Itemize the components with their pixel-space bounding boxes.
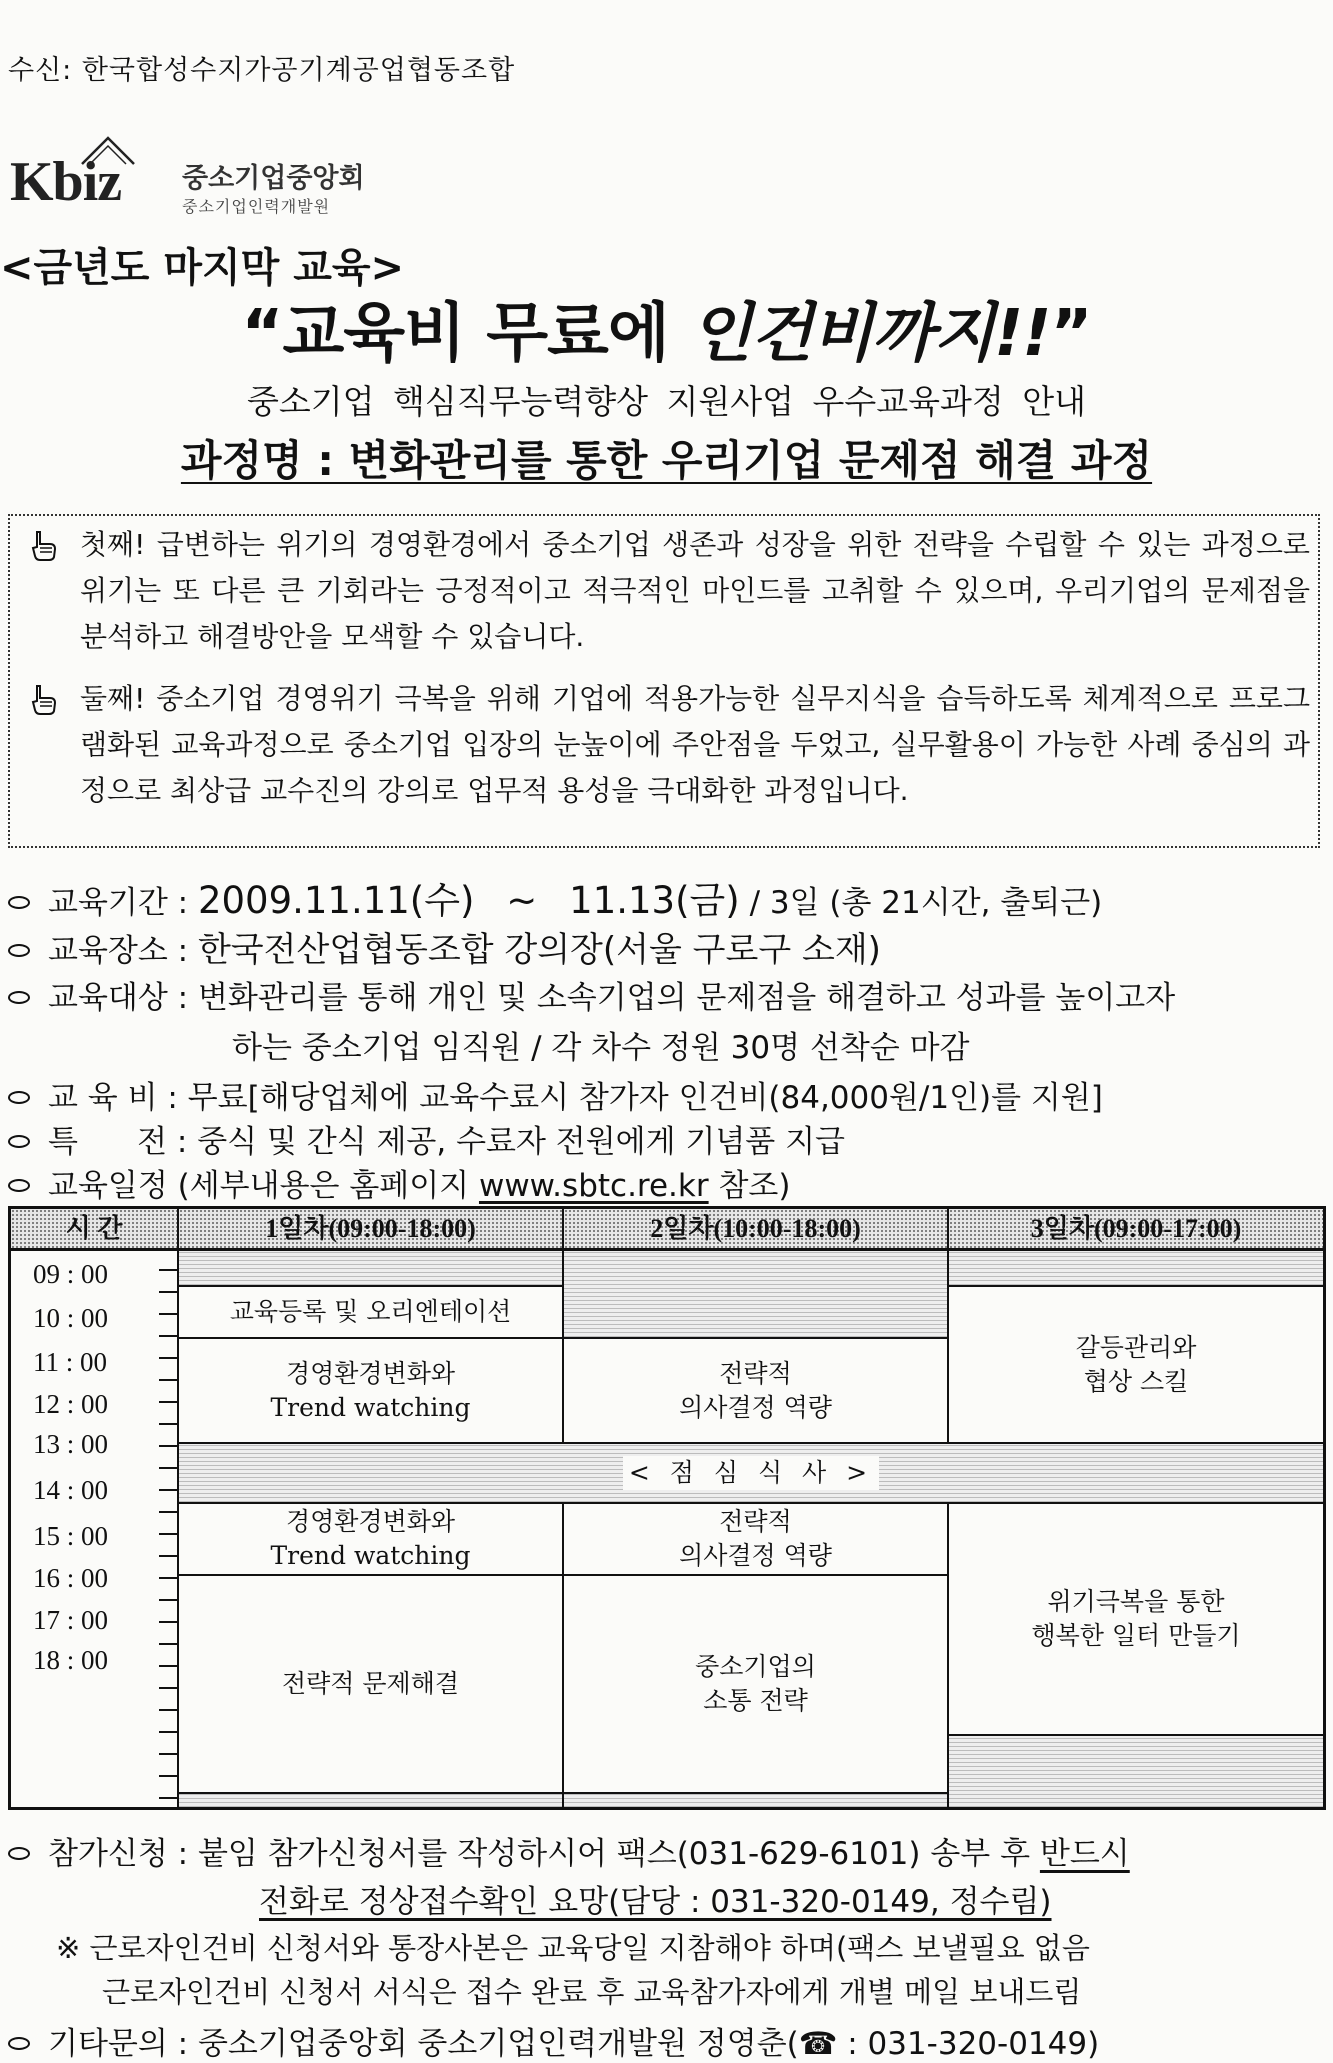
- time-tick: [159, 1291, 177, 1293]
- apply-text: 붙임 참가신청서를 작성하시어 팩스(031-629-6101) 송부 후: [197, 1836, 1031, 1872]
- apply-emphasis: 반드시: [1039, 1836, 1130, 1872]
- time-tick: [159, 1379, 177, 1381]
- session-text: 중소기업의 소통 전략: [695, 1652, 816, 1715]
- empty-slot: [949, 1736, 1323, 1807]
- info-schedule: [8, 1160, 790, 1205]
- session-text: 경영환경변화와 Trend watching: [270, 1358, 471, 1422]
- time-tick: [159, 1599, 177, 1601]
- time-label: 15 : 00: [33, 1521, 109, 1551]
- time-label: 11 : 00: [33, 1347, 107, 1377]
- empty-slot: [179, 1794, 564, 1807]
- target-line1: 변화관리를 통해 개인 및 소속기업의 문제점을 해결하고 성과를 높이고자: [197, 980, 1176, 1016]
- course-title: [0, 428, 1333, 488]
- session-text: 전략적 의사결정 역량: [679, 1358, 832, 1422]
- contact-text: 중소기업중앙회 중소기업인력개발원 정영춘(☎ : 031-320-0149): [197, 2026, 1100, 2062]
- logo-sub-name: 중소기업인력개발원: [182, 197, 331, 216]
- feature-text: 첫째! 급변하는 위기의 경영환경에서 중소기업 생존과 성장을 위한 전략을 수립할 수 있는 과정으로 위기는 또 다른 큰 기회라는 긍정적이고 적극적인 마인드를 고취할 수 있으며, 우리기업의 문제점을 분석하고 해결방안을 모색할 수 있습니다.: [80, 528, 1310, 653]
- lunch-text: < 점 심 식 사 >: [623, 1456, 879, 1490]
- logo-org-name: 중소기업중앙회: [182, 163, 365, 194]
- apply-label: 참가신청 :: [48, 1836, 189, 1872]
- session-text: 경영환경변화와 Trend watching: [270, 1507, 471, 1570]
- time-tick: [159, 1335, 177, 1337]
- period-note: / 3일 (총 21시간, 출퇴근): [749, 885, 1103, 921]
- slogan-part3: ”: [1050, 297, 1092, 371]
- circle-bullet-icon: [8, 991, 30, 1004]
- info-target: [8, 972, 1175, 1017]
- time-tick: [159, 1533, 177, 1535]
- note-mark: ※: [56, 1931, 81, 1965]
- benefit-text: 중식 및 간식 제공, 수료자 전원에게 기념품 지급: [197, 1124, 845, 1160]
- info-venue: [8, 922, 881, 971]
- session-cell: [564, 1504, 949, 1576]
- time-tick: [159, 1313, 177, 1315]
- target-label: 교육대상 :: [48, 980, 189, 1016]
- header-day2: 2일차(10:00-18:00): [564, 1209, 949, 1251]
- session-text: 위기극복을 통한 행복한 일터 만들기: [1031, 1587, 1241, 1650]
- schedule-url-link[interactable]: www.sbtc.re.kr: [478, 1168, 709, 1204]
- session-cell: [179, 1287, 564, 1339]
- pointing-hand-icon: [28, 530, 58, 562]
- period-label: 교육기간 :: [48, 885, 189, 921]
- session-cell: [179, 1576, 564, 1794]
- time-label: 09 : 00: [33, 1259, 109, 1289]
- session-cell: [949, 1504, 1323, 1736]
- venue-label: 교육장소 :: [48, 933, 189, 969]
- feature-item: [28, 522, 1310, 660]
- pointing-hand-icon: [28, 684, 58, 716]
- course-title-text: 과정명 : 변화관리를 통한 우리기업 문제점 해결 과정: [180, 436, 1153, 485]
- slogan-part1: “교육비 무료에: [241, 297, 690, 371]
- session-cell: [564, 1339, 949, 1444]
- time-label: 18 : 00: [33, 1645, 109, 1675]
- time-tick: [159, 1467, 177, 1469]
- time-tick: [159, 1643, 177, 1645]
- recipient-line: 수신: 한국합성수지가공기계공업협동조합: [8, 55, 516, 86]
- benefit-label: 특 전 :: [48, 1124, 188, 1160]
- time-label: 16 : 00: [33, 1563, 109, 1593]
- time-tick: [159, 1511, 177, 1513]
- time-tick: [159, 1401, 177, 1403]
- circle-bullet-icon: [8, 944, 30, 957]
- feature-item: [28, 676, 1310, 814]
- empty-slot: [564, 1251, 949, 1339]
- time-tick: [159, 1555, 177, 1557]
- lunch-cell: [179, 1444, 1323, 1504]
- contact-label: 기타문의 :: [48, 2026, 189, 2062]
- circle-bullet-icon: [8, 1179, 30, 1192]
- empty-slot: [564, 1794, 949, 1807]
- apply-line: [8, 1828, 1130, 1873]
- slogan: [0, 282, 1333, 374]
- time-label: 13 : 00: [33, 1429, 109, 1459]
- session-cell: [179, 1504, 564, 1576]
- contact-line: [8, 2018, 1099, 2063]
- time-label: 12 : 00: [33, 1389, 109, 1419]
- period-sep: ~: [506, 879, 538, 922]
- session-text: 갈등관리와 협상 스킬: [1075, 1332, 1197, 1396]
- slogan-emphasis: 인건비까지!!: [690, 297, 1051, 371]
- headline: <금년도 마지막 교육>: [0, 245, 405, 291]
- time-tick: [159, 1753, 177, 1755]
- time-tick: [159, 1797, 177, 1799]
- program-title: 중소기업 핵심직무능력향상 지원사업 우수교육과정 안내: [246, 382, 1087, 421]
- schedule-label: 교육일정 (세부내용은 홈페이지: [48, 1168, 470, 1204]
- time-tick: [159, 1621, 177, 1623]
- session-cell: [564, 1576, 949, 1794]
- session-cell: [179, 1339, 564, 1444]
- session-text: 전략적 문제해결: [282, 1669, 459, 1698]
- time-tick: [159, 1577, 177, 1579]
- time-tick: [159, 1445, 177, 1447]
- time-tick: [159, 1269, 177, 1271]
- header-time: 시 간: [11, 1209, 179, 1251]
- venue-text: 한국전산업협동조합 강의장(서울 구로구 소재): [197, 930, 881, 970]
- circle-bullet-icon: [8, 1135, 30, 1148]
- schedule-table: [8, 1206, 1326, 1810]
- note-line1: [56, 1926, 1090, 1967]
- target-line2: 하는 중소기업 임직원 / 각 차수 정원 30명 선착순 마감: [232, 1030, 970, 1066]
- empty-slot: [949, 1251, 1323, 1287]
- note-line2: 근로자인건비 신청서 서식은 접수 완료 후 교육참가자에게 개별 메일 보내드림: [102, 1975, 1082, 2009]
- session-cell: [949, 1287, 1323, 1444]
- time-column: [11, 1251, 179, 1807]
- circle-bullet-icon: [8, 1847, 30, 1860]
- session-text: 교육등록 및 오리엔테이션: [229, 1297, 512, 1326]
- schedule-ref: 참조): [718, 1168, 791, 1204]
- period-end: 11.13(금): [569, 879, 740, 922]
- fee-label: 교 육 비 :: [48, 1080, 178, 1116]
- header-day1: 1일차(09:00-18:00): [179, 1209, 564, 1251]
- logo-brand: Kbiz: [10, 151, 122, 213]
- time-tick: [159, 1709, 177, 1711]
- empty-slot: [179, 1251, 564, 1287]
- apply-line2: [259, 1876, 1052, 1921]
- circle-bullet-icon: [8, 2037, 30, 2050]
- features-box: [8, 514, 1320, 848]
- feature-text: 둘째! 중소기업 경영위기 극복을 위해 기업에 적용가능한 실무지식을 습득하도록 체계적으로 프로그램화된 교육과정으로 중소기업 입장의 눈높이에 주안점을 두었고, 실무활용이 가능한 사례 중심의 과정으로 최상급 교수진의 강의로 업무적 용성을 극대화한 과정입니다.: [80, 682, 1310, 807]
- session-text: 전략적 의사결정 역량: [679, 1507, 832, 1570]
- info-fee: [8, 1072, 1103, 1117]
- time-tick: [159, 1687, 177, 1689]
- info-period: [8, 870, 1102, 924]
- time-tick: [159, 1731, 177, 1733]
- period-start: 2009.11.11(수): [197, 879, 475, 922]
- apply-line2-text: 전화로 정상접수확인 요망(담당 : 031-320-0149, 정수림): [259, 1884, 1052, 1920]
- time-tick: [159, 1665, 177, 1667]
- note-text1: 근로자인건비 신청서와 통장사본은 교육당일 지참해야 하며(팩스 보낼필요 없음: [89, 1931, 1090, 1965]
- circle-bullet-icon: [8, 896, 30, 909]
- time-tick: [159, 1423, 177, 1425]
- info-benefit: [8, 1116, 845, 1161]
- header-day3: 3일차(09:00-17:00): [949, 1209, 1323, 1251]
- time-tick: [159, 1775, 177, 1777]
- fee-text: 무료[해당업체에 교육수료시 참가자 인건비(84,000원/1인)를 지원]: [187, 1080, 1103, 1116]
- time-tick: [159, 1357, 177, 1359]
- time-label: 14 : 00: [33, 1475, 109, 1505]
- time-label: 17 : 00: [33, 1605, 109, 1635]
- time-tick: [159, 1489, 177, 1491]
- circle-bullet-icon: [8, 1091, 30, 1104]
- time-label: 10 : 00: [33, 1303, 109, 1333]
